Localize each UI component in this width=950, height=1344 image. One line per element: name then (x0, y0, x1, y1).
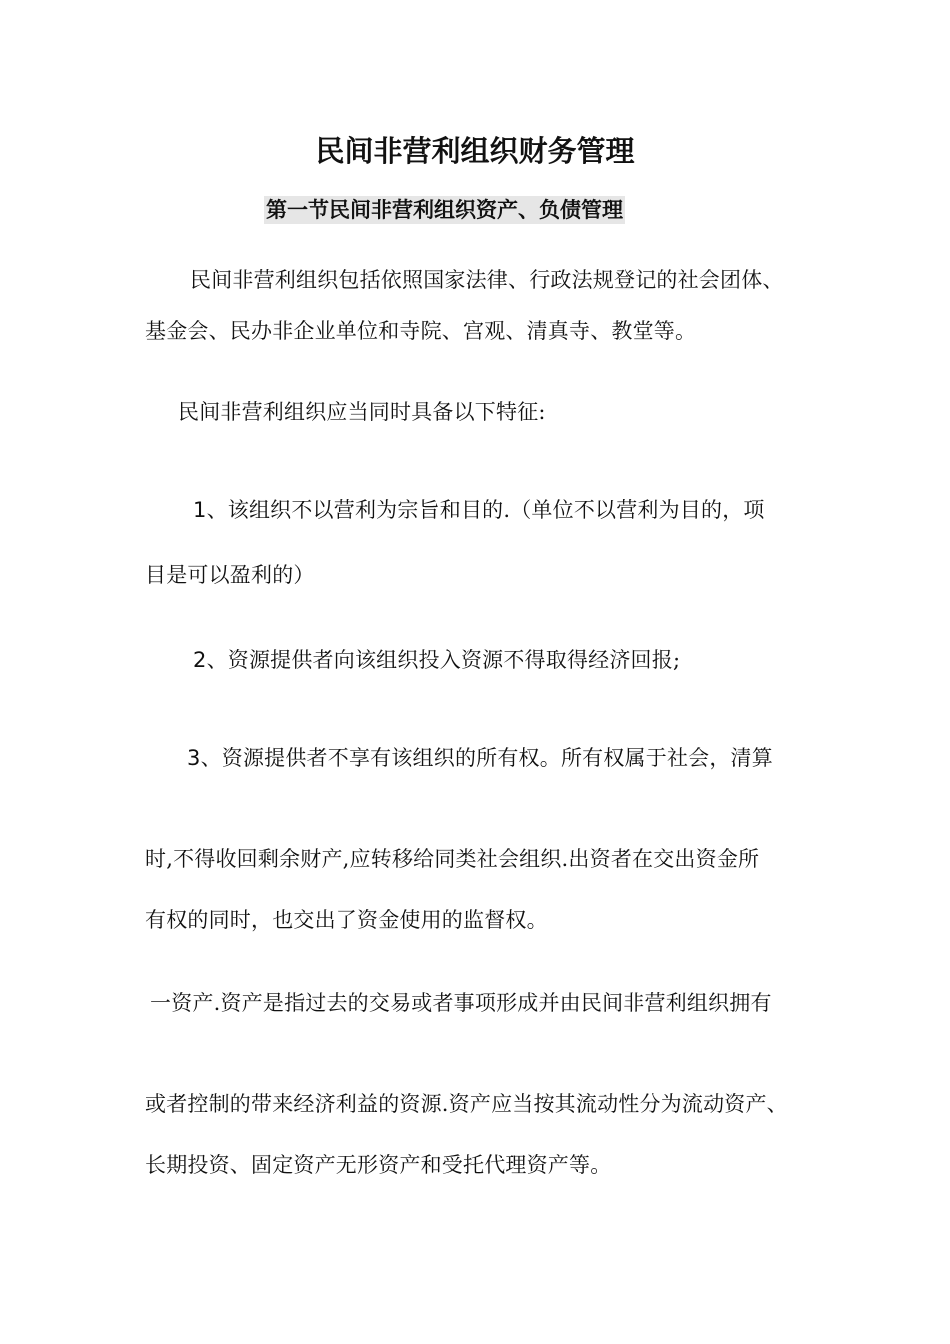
paragraph-line: 民间非营利组织应当同时具备以下特征: (178, 400, 546, 424)
list-item-3 (187, 744, 773, 772)
list-number: 2 (193, 648, 207, 672)
list-item-2 (193, 646, 680, 674)
paragraph-line: 基金会、民办非企业单位和寺院、宫观、清真寺、教堂等。 (145, 319, 697, 343)
list-number: 3 (187, 746, 201, 770)
paragraph-line: 或者控制的带来经济利益的资源.资产应当按其流动性分为流动资产、 (145, 1092, 788, 1116)
list-item-1 (193, 496, 765, 524)
paragraph-line: 有权的同时，也交出了资金使用的监督权。 (145, 908, 548, 932)
list-item-text: 、资源提供者向该组织投入资源不得取得经济回报; (206, 648, 681, 672)
list-number: 1 (193, 498, 207, 522)
paragraph-line: 一资产.资产是指过去的交易或者事项形成并由民间非营利组织拥有 (150, 991, 772, 1015)
section-heading: 第一节民间非营利组织资产、负债管理 (266, 197, 623, 222)
paragraph-line: 目是可以盈利的） (145, 563, 315, 587)
list-item-text: 、资源提供者不享有该组织的所有权。所有权属于社会，清算 (200, 746, 773, 770)
list-item-text: 、该组织不以营利为宗旨和目的.（单位不以营利为目的，项 (206, 498, 765, 522)
paragraph-line: 民间非营利组织包括依照国家法律、行政法规登记的社会团体、 (190, 268, 784, 292)
paragraph-line: 长期投资、固定资产无形资产和受托代理资产等。 (145, 1153, 612, 1177)
paragraph-line: 时,不得收回剩余财产,应转移给同类社会组织.出资者在交出资金所 (145, 847, 760, 871)
document-title: 民间非营利组织财务管理 (315, 134, 635, 168)
